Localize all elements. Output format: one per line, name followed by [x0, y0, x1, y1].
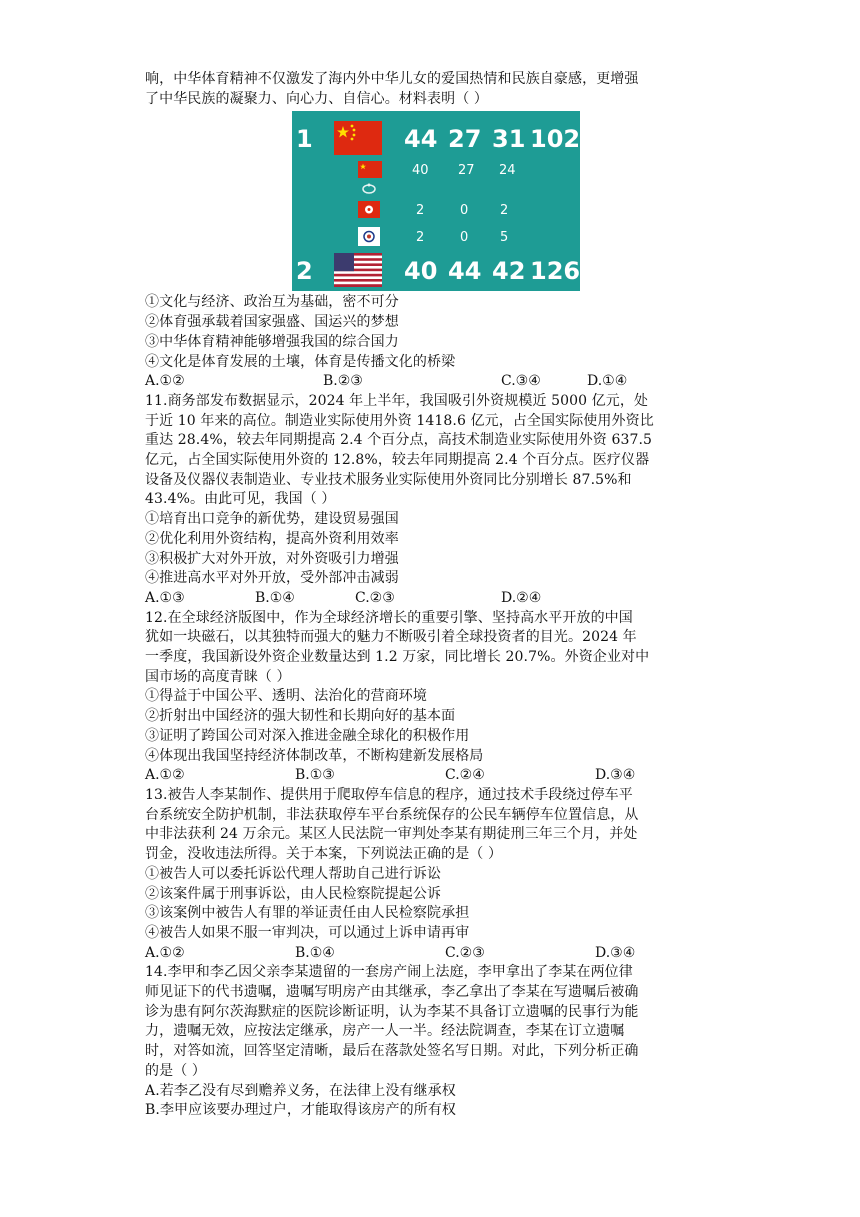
statement: ④文化是体育发展的土壤，体育是传播文化的桥梁 — [145, 353, 456, 370]
statement: ④体现出我国坚持经济体制改革，不断构建新发展格局 — [145, 747, 484, 764]
stem-line: 中非法获利 24 万余元。某区人民法院一审判处李某有期徒刑三年三个月，并处 — [145, 826, 638, 843]
stem-line: 力，遗嘱无效，应按法定继承，房产一人一半。经法院调查，李某在订立遗嘱 — [145, 1023, 625, 1040]
statement: ③证明了跨国公司对深入推进金融全球化的积极作用 — [145, 727, 470, 744]
gold-count: 2 — [416, 230, 425, 246]
text-line: 了中华民族的凝聚力、向心力、自信心。材料表明（ ） — [145, 90, 488, 107]
bronze-count: 31 — [492, 125, 526, 154]
option-b[interactable]: B.①④ — [255, 589, 295, 606]
statement: ②优化利用外资结构，提高外资利用效率 — [145, 530, 399, 547]
option-b[interactable]: B.①③ — [295, 767, 335, 784]
medal-row-hong-kong — [292, 199, 580, 221]
option-a[interactable]: A.若李乙没有尽到赡养义务，在法律上没有继承权 — [145, 1082, 456, 1099]
statement: ③中华体育精神能够增强我国的综合国力 — [145, 333, 399, 350]
hong-kong-flag-icon — [358, 201, 380, 218]
stem-line: 11.商务部发布数据显示，2024 年上半年，我国吸引外资规模近 5000 亿元，处 — [145, 392, 649, 409]
question-13 — [145, 786, 725, 963]
option-b[interactable]: B.李甲应该要办理过户，才能取得该房产的所有权 — [145, 1102, 457, 1119]
statement: ②体育强承载着国家强盛、国运兴的梦想 — [145, 314, 399, 331]
stem-line: 亿元，占全国实际使用外资的 12.8%，较去年同期提高 2.4 个百分点。医疗仪器 — [145, 452, 650, 469]
chinese-taipei-flag-icon — [358, 227, 380, 246]
statement: ③该案例中被告人有罪的举证责任由人民检察院承担 — [145, 905, 470, 922]
stem-line: 时，对答如流，回答坚定清晰，最后在落款处签名写日期。对此，下列分析正确 — [145, 1043, 639, 1060]
bronze-count: 24 — [499, 163, 516, 179]
total-count: 126 — [530, 257, 581, 286]
medal-row-macau — [292, 181, 580, 197]
medal-row-usa — [292, 253, 580, 289]
stem-line: 43.4%。由此可见，我国（ ） — [145, 491, 336, 508]
bronze-count: 42 — [492, 257, 526, 286]
silver-count: 44 — [448, 257, 482, 286]
gold-count: 40 — [404, 257, 438, 286]
option-a[interactable]: A.①② — [145, 767, 185, 784]
bronze-count: 5 — [500, 230, 509, 246]
q13-options — [145, 944, 725, 964]
statement: ①得益于中国公平、透明、法治化的营商环境 — [145, 688, 427, 705]
text-line: 响，中华体育精神不仅激发了海内外中华儿女的爱国热情和民族自豪感，更增强 — [145, 71, 639, 87]
statement: ②该案件属于刑事诉讼，由人民检察院提起公诉 — [145, 885, 442, 902]
statement: ④推进高水平对外开放，受外部冲击减弱 — [145, 570, 399, 587]
medal-row-china-total — [292, 121, 580, 157]
stem-line: 诊为患有阿尔茨海默症的医院诊断证明，认为李某不具备订立遗嘱的民事行为能 — [145, 1003, 639, 1020]
question-12 — [145, 609, 725, 786]
stem-line: 于近 10 年来的高位。制造业实际使用外资 1418.6 亿元，占全国实际使用外资比 — [145, 412, 654, 429]
q11-options — [145, 589, 725, 609]
option-c[interactable]: C.②④ — [445, 767, 485, 784]
statement: ①被告人可以委托诉讼代理人帮助自己进行诉讼 — [145, 865, 442, 882]
statement: ③积极扩大对外开放，对外资吸引力增强 — [145, 550, 399, 567]
china-flag-icon — [358, 161, 382, 178]
option-b[interactable]: B.①④ — [295, 944, 335, 961]
usa-flag-icon — [334, 253, 382, 287]
silver-count: 0 — [460, 203, 469, 219]
option-c[interactable]: C.②③ — [445, 944, 485, 961]
gold-count: 40 — [412, 163, 429, 179]
total-count: 102 — [530, 125, 581, 154]
stem-line: 师见证下的代书遗嘱，遗嘱写明房产由其继承，李乙拿出了李某在写遗嘱后被确 — [145, 984, 639, 1001]
gold-count: 44 — [404, 125, 438, 154]
stem-line: 犹如一块磁石，以其独特而强大的魅力不断吸引着全球投资者的目光。2024 年 — [145, 629, 637, 646]
option-d[interactable]: D.③④ — [595, 944, 636, 961]
exam-page — [145, 70, 725, 1121]
stem-line: 13.被告人李某制作、提供用于爬取停车信息的程序，通过技术手段绕过停车平 — [145, 786, 633, 803]
bronze-count: 2 — [500, 203, 509, 219]
option-d[interactable]: D.①④ — [587, 373, 628, 390]
stem-line: 台系统安全防护机制，非法获取停车平台系统保存的公民车辆停车位置信息，从 — [145, 806, 639, 823]
medal-table-image — [292, 111, 580, 291]
q10-options — [145, 372, 725, 392]
q10-statements — [145, 293, 725, 372]
silver-count: 0 — [460, 230, 469, 246]
silver-count: 27 — [458, 163, 475, 179]
stem-line: 12.在全球经济版图中，作为全球经济增长的重要引擎、坚持高水平开放的中国 — [145, 609, 633, 626]
stem-line: 罚金，没收违法所得。关于本案，下列说法正确的是（ ） — [145, 846, 503, 863]
statement: ①文化与经济、政治互为基础，密不可分 — [145, 294, 399, 311]
rank-label: 1 — [296, 125, 313, 154]
stem-line: 一季度，我国新设外资企业数量达到 1.2 万家，同比增长 20.7%。外资企业对中 — [145, 649, 650, 666]
medal-row-mainland — [292, 159, 580, 181]
macau-flag-icon — [360, 181, 378, 195]
option-c[interactable]: C.③④ — [501, 373, 541, 390]
statement: ④被告人如果不服一审判决，可以通过上诉申请再审 — [145, 924, 470, 941]
gold-count: 2 — [416, 203, 425, 219]
option-a[interactable]: A.①② — [145, 373, 185, 390]
stem-line: 的是（ ） — [145, 1062, 206, 1079]
medal-row-chinese-taipei — [292, 225, 580, 249]
stem-line: 国市场的高度青睐（ ） — [145, 668, 291, 685]
silver-count: 27 — [448, 125, 482, 154]
question-14 — [145, 963, 725, 1121]
option-a[interactable]: A.①③ — [145, 589, 185, 606]
option-c[interactable]: C.②③ — [355, 589, 395, 606]
question-11 — [145, 392, 725, 609]
statement: ②折射出中国经济的强大韧性和长期向好的基本面 — [145, 708, 456, 725]
q10-intro — [145, 70, 725, 109]
stem-line: 14.李甲和李乙因父亲李某遗留的一套房产闹上法庭，李甲拿出了李某在两位律 — [145, 964, 633, 981]
option-d[interactable]: D.③④ — [595, 767, 636, 784]
option-d[interactable]: D.②④ — [501, 589, 542, 606]
stem-line: 重达 28.4%，较去年同期提高 2.4 个百分点，高技术制造业实际使用外资 637.5 — [145, 432, 653, 449]
option-a[interactable]: A.①② — [145, 944, 185, 961]
q12-options — [145, 766, 725, 786]
rank-label: 2 — [296, 257, 313, 286]
stem-line: 设备及仪器仪表制造业、专业技术服务业实际使用外资同比分别增长 87.5%和 — [145, 471, 632, 488]
statement: ①培育出口竞争的新优势，建设贸易强国 — [145, 511, 399, 528]
option-b[interactable]: B.②③ — [323, 373, 363, 390]
china-flag-icon — [334, 121, 382, 155]
